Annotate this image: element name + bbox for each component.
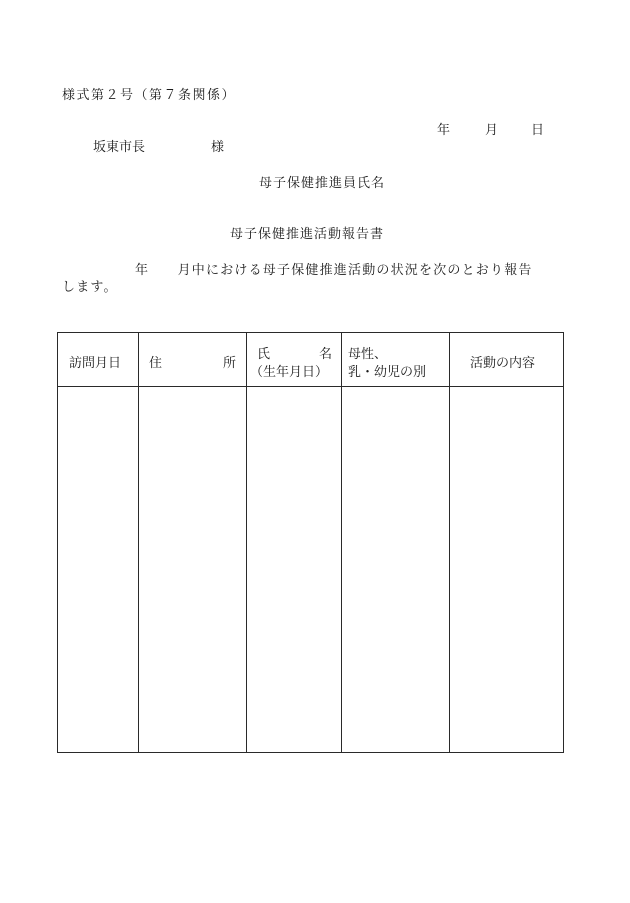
header-category-label-2: 乳・幼児の別 bbox=[348, 365, 427, 380]
header-category bbox=[342, 333, 450, 387]
header-content bbox=[450, 333, 564, 387]
addressee: 坂東市長 bbox=[93, 140, 146, 155]
header-name-label-2: 名 bbox=[319, 347, 333, 362]
header-visit-date-label: 訪問月日 bbox=[69, 356, 122, 371]
header-address-label-2: 所 bbox=[223, 356, 237, 371]
report-date bbox=[437, 119, 544, 138]
body-text-line-2: します。 bbox=[62, 280, 118, 295]
content-cell[interactable] bbox=[450, 387, 564, 753]
header-content-label: 活動の内容 bbox=[470, 356, 536, 371]
header-name-label-1: 氏 bbox=[257, 347, 271, 362]
header-address bbox=[139, 333, 247, 387]
visit-date-cell[interactable] bbox=[58, 387, 139, 753]
address-cell[interactable] bbox=[139, 387, 247, 753]
reporter-name-label: 母子保健推進員氏名 bbox=[259, 176, 386, 191]
date-day: 日 bbox=[531, 123, 545, 138]
table-header-row bbox=[58, 333, 564, 387]
addressee-honorific: 様 bbox=[211, 140, 225, 155]
header-category-label-1: 母性、 bbox=[348, 347, 388, 362]
header-visit-date bbox=[58, 333, 139, 387]
form-number: 様式第２号（第７条関係） bbox=[62, 88, 237, 103]
date-month: 月 bbox=[485, 123, 499, 138]
header-name bbox=[247, 333, 342, 387]
activity-report-table bbox=[57, 332, 564, 753]
category-cell[interactable] bbox=[342, 387, 450, 753]
name-cell[interactable] bbox=[247, 387, 342, 753]
document-title: 母子保健推進活動報告書 bbox=[230, 227, 385, 242]
table-row bbox=[58, 387, 564, 753]
body-text-line-1: 年 月中における母子保健推進活動の状況を次のとおり報告 bbox=[135, 263, 533, 278]
header-address-label-1: 住 bbox=[149, 356, 163, 371]
date-year: 年 bbox=[437, 123, 451, 138]
header-birthdate-label: （生年月日） bbox=[250, 365, 329, 380]
